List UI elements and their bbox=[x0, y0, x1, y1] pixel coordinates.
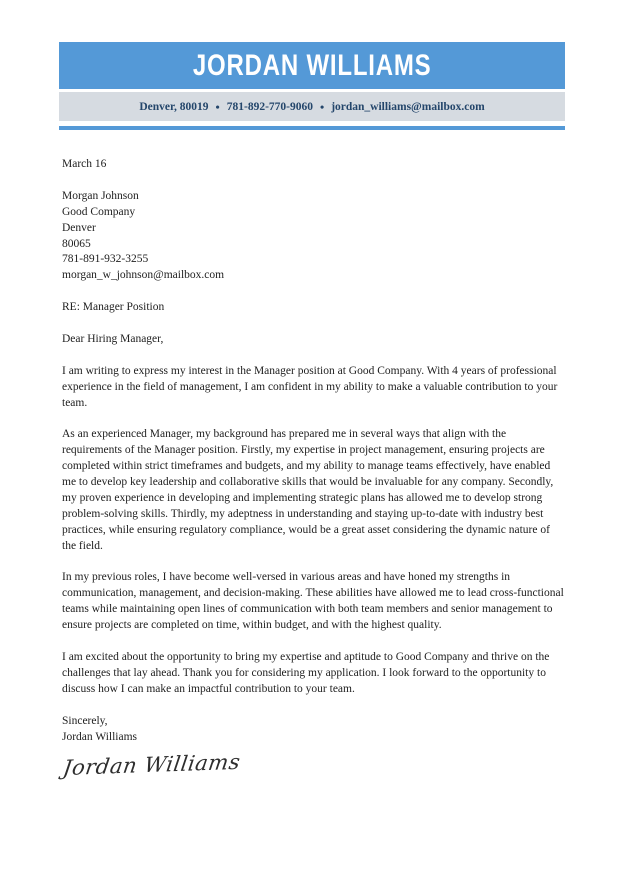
recipient-name: Morgan Johnson bbox=[62, 189, 139, 202]
closing-block bbox=[62, 714, 564, 746]
paragraph-experience: As an experienced Manager, my background has prepared me in several ways that align with the requirements of the Manager position. Firstly, my expertise in project management, ensuring projects are completed within strict timeframes and budgets, and my ability to manage teams effectively, have enabled me to develop key leadership and collaborative skills that would be invaluable for any company. Secondly, my proven experience in developing and implementing strategic plans has allowed me to develop strong problem-solving skills. Thirdly, my adeptness in understanding and staying up-to-date with industry best practices, while ensuring regulatory compliance, would be a great asset considering the dynamic nature of the field. bbox=[62, 428, 554, 552]
header-contact-band bbox=[59, 92, 565, 121]
paragraph-skills: In my previous roles, I have become well-versed in various areas and have honed my strengths in communication, management, and decision-making. These abilities have allowed me to lead cross-functional teams while maintaining open lines of communication with both team members and senior management to ensure projects are completed on time, within budget, and with the highest quality. bbox=[62, 571, 564, 632]
signer-name: Jordan Williams bbox=[62, 730, 138, 743]
header-accent-rule bbox=[59, 126, 565, 130]
contact-email: jordan_williams@mailbox.com bbox=[331, 100, 485, 113]
recipient-email: morgan_w_johnson@mailbox.com bbox=[62, 269, 225, 282]
paragraph-intro: I am writing to express my interest in the Manager position at Good Company. With 4 years of professional experience in the field of management, I am confident in my ability to make a valuable contribution to your team. bbox=[62, 364, 558, 409]
subject-line: RE: Manager Position bbox=[62, 301, 165, 314]
salutation: Dear Hiring Manager, bbox=[62, 332, 164, 345]
contact-location: Denver, 80019 bbox=[139, 100, 209, 113]
recipient-company: Good Company bbox=[62, 205, 136, 218]
recipient-phone: 781-891-932-3255 bbox=[62, 253, 149, 266]
handwritten-signature: Jordan Williams bbox=[61, 750, 242, 781]
bullet-separator: • bbox=[319, 99, 325, 114]
recipient-block bbox=[62, 189, 564, 284]
candidate-name: JORDAN WILLIAMS bbox=[192, 48, 432, 82]
contact-phone: 781-892-770-9060 bbox=[226, 100, 313, 113]
letter-date: March 16 bbox=[62, 158, 107, 170]
recipient-city: Denver bbox=[62, 221, 96, 234]
letter-body bbox=[61, 157, 564, 781]
paragraph-thanks: I am excited about the opportunity to bring my expertise and aptitude to Good Company and thrive on the challenges that lay ahead. Thank you for considering my application. I look forward to the opportunity to discuss how I can make an impactful contribution to your team. bbox=[62, 650, 550, 695]
recipient-zip: 80065 bbox=[62, 237, 91, 250]
bullet-separator: • bbox=[215, 99, 220, 114]
closing-word: Sincerely, bbox=[62, 714, 108, 727]
header-name-band bbox=[59, 42, 565, 89]
